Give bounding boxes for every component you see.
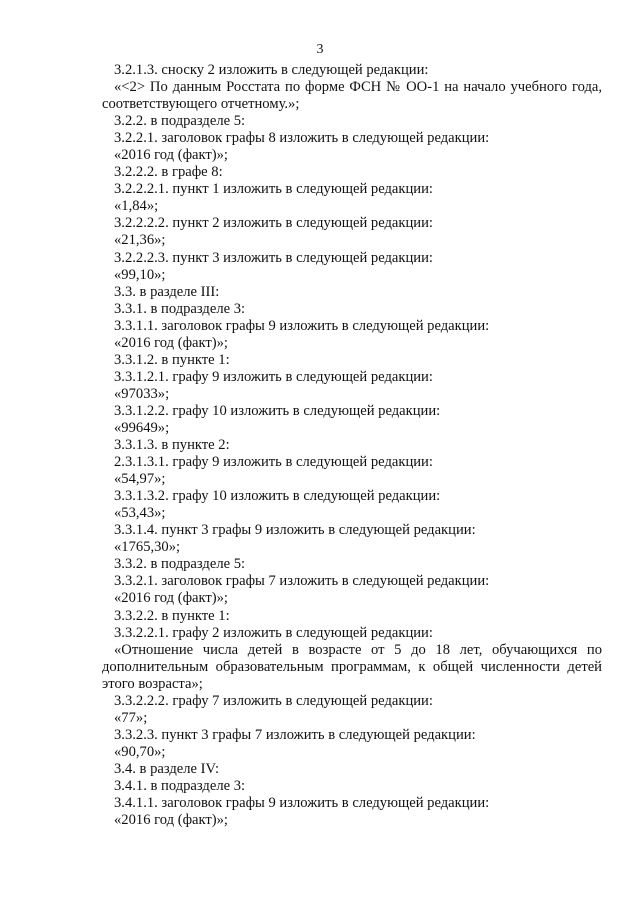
text-line: 3.3.1. в подразделе 3:: [114, 300, 246, 317]
text-line: 3.2.2. в подразделе 5:: [114, 113, 246, 130]
text-line: 3.4.1.1. заголовок графы 9 изложить в следующей редакции:: [114, 795, 490, 812]
text-line: «2016 год (факт)»;: [114, 334, 228, 351]
text-line: 3.3.2.1. заголовок графы 7 изложить в следующей редакции:: [114, 573, 490, 590]
text-line: «2016 год (факт)»;: [114, 147, 228, 164]
text-line: 3.2.1.3. сноску 2 изложить в следующей редакции:: [114, 62, 429, 78]
text-line: 3.4. в разделе IV:: [114, 760, 220, 777]
text-line: 3.4.1. в подразделе 3:: [114, 777, 246, 794]
text-line: 3.2.2.2.2. пункт 2 изложить в следующей редакции:: [114, 215, 433, 232]
text-paragraph: «Отношение числа детей в возрасте от 5 до 18 лет, обучающихся по дополнительным образовательным программам, к общей численности детей этого возраста»;: [102, 641, 602, 692]
text-line: 3.3.2.2.2. графу 7 изложить в следующей редакции:: [114, 692, 433, 709]
text-line: «54,97»;: [114, 471, 166, 488]
text-line: 3.3.2.2.1. графу 2 изложить в следующей редакции:: [114, 624, 433, 641]
document-body: [102, 62, 602, 829]
text-line: «97033»;: [114, 385, 170, 402]
text-line: 3.3.2.2. в пункте 1:: [114, 607, 230, 624]
text-line: «99,10»;: [114, 266, 166, 283]
text-line: 3.2.2.2. в графе 8:: [114, 164, 223, 181]
text-line: «53,43»;: [114, 505, 166, 522]
text-line: «99649»;: [114, 419, 170, 436]
text-line: 3.3.1.3. в пункте 2:: [114, 437, 230, 454]
text-line: 3.3.1.2.1. графу 9 изложить в следующей редакции:: [114, 368, 433, 385]
text-line: 3.3.1.4. пункт 3 графы 9 изложить в следующей редакции:: [114, 522, 476, 539]
text-line: 3.2.2.2.3. пункт 3 изложить в следующей редакции:: [114, 249, 433, 266]
text-paragraph: «<2> По данным Росстата по форме ФСН № ОО-1 на начало учебного года, соответствующего отчетному.»;: [102, 79, 602, 113]
text-line: «77»;: [114, 709, 148, 726]
text-line: 3.3.2.3. пункт 3 графы 7 изложить в следующей редакции:: [114, 726, 476, 743]
text-line: 3.2.2.2.1. пункт 1 изложить в следующей редакции:: [114, 181, 433, 198]
text-line: «90,70»;: [114, 743, 166, 760]
text-line: 3.3.1.2.2. графу 10 изложить в следующей редакции:: [114, 402, 441, 419]
text-line: 3.3.1.3.2. графу 10 изложить в следующей редакции:: [114, 488, 441, 505]
text-line: 3.2.2.1. заголовок графы 8 изложить в следующей редакции:: [114, 130, 490, 147]
text-line: 3.3. в разделе III:: [114, 283, 220, 300]
text-line: «1,84»;: [114, 198, 159, 215]
page-number: 3: [316, 42, 324, 57]
text-line: «1765,30»;: [114, 539, 181, 556]
text-line: «21,36»;: [114, 232, 166, 249]
text-line: «2016 год (факт)»;: [114, 590, 228, 607]
text-line: 2.3.1.3.1. графу 9 изложить в следующей редакции:: [114, 454, 433, 471]
text-line: 3.3.1.2. в пункте 1:: [114, 351, 230, 368]
text-line: 3.3.1.1. заголовок графы 9 изложить в следующей редакции:: [114, 317, 490, 334]
text-line: 3.3.2. в подразделе 5:: [114, 556, 246, 573]
text-line: «2016 год (факт)»;: [114, 812, 228, 829]
